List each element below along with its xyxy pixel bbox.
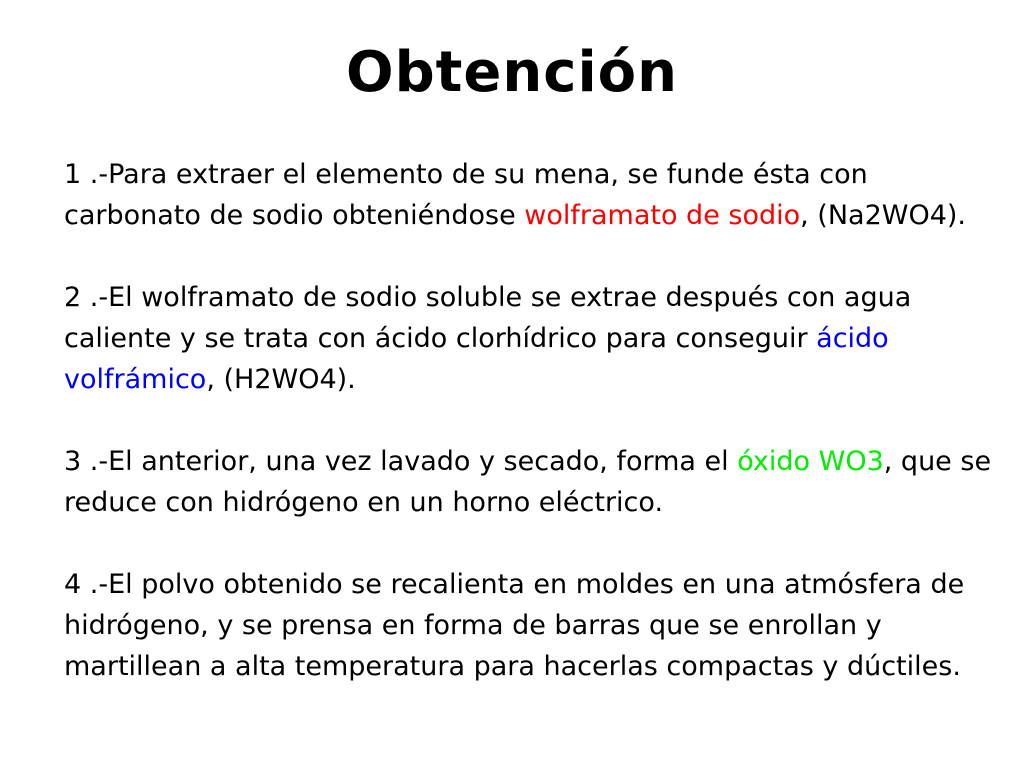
step-1-highlight: wolframato de sodio: [524, 200, 801, 231]
step-2-paragraph: [64, 277, 999, 400]
step-3-highlight: óxido WO3: [737, 446, 884, 477]
step-3-text: 3 .-El anterior, una vez lavado y secado, forma el: [64, 446, 738, 477]
step-2-highlight: ácido volfrámico: [64, 323, 889, 395]
step-3-paragraph: [64, 441, 999, 523]
step-4-text: 4 .-El polvo obtenido se recalienta en moldes en una atmósfera de hidrógeno, y se prensa en forma de barras que se enrollan y martillean a alta temperatura para hacerlas compactas y dúctiles.: [64, 569, 965, 682]
step-1-text: 1 .-Para extraer el elemento de su mena, se funde ésta con carbonato de sodio obteniéndose: [64, 159, 868, 231]
slide-body: [64, 154, 999, 687]
step-3-text-end: , que se reduce con hidrógeno en un horno eléctrico.: [64, 446, 992, 518]
step-4-paragraph: [64, 564, 999, 687]
step-2-text: 2 .-El wolframato de sodio soluble se extrae después con agua caliente y se trata con ácido clorhídrico para conseguir: [64, 282, 912, 354]
slide-title: Obtención: [345, 40, 679, 105]
step-1-paragraph: [64, 154, 999, 236]
step-2-text-end: , (H2WO4).: [206, 364, 356, 395]
step-1-text-end: , (Na2WO4).: [800, 200, 967, 231]
